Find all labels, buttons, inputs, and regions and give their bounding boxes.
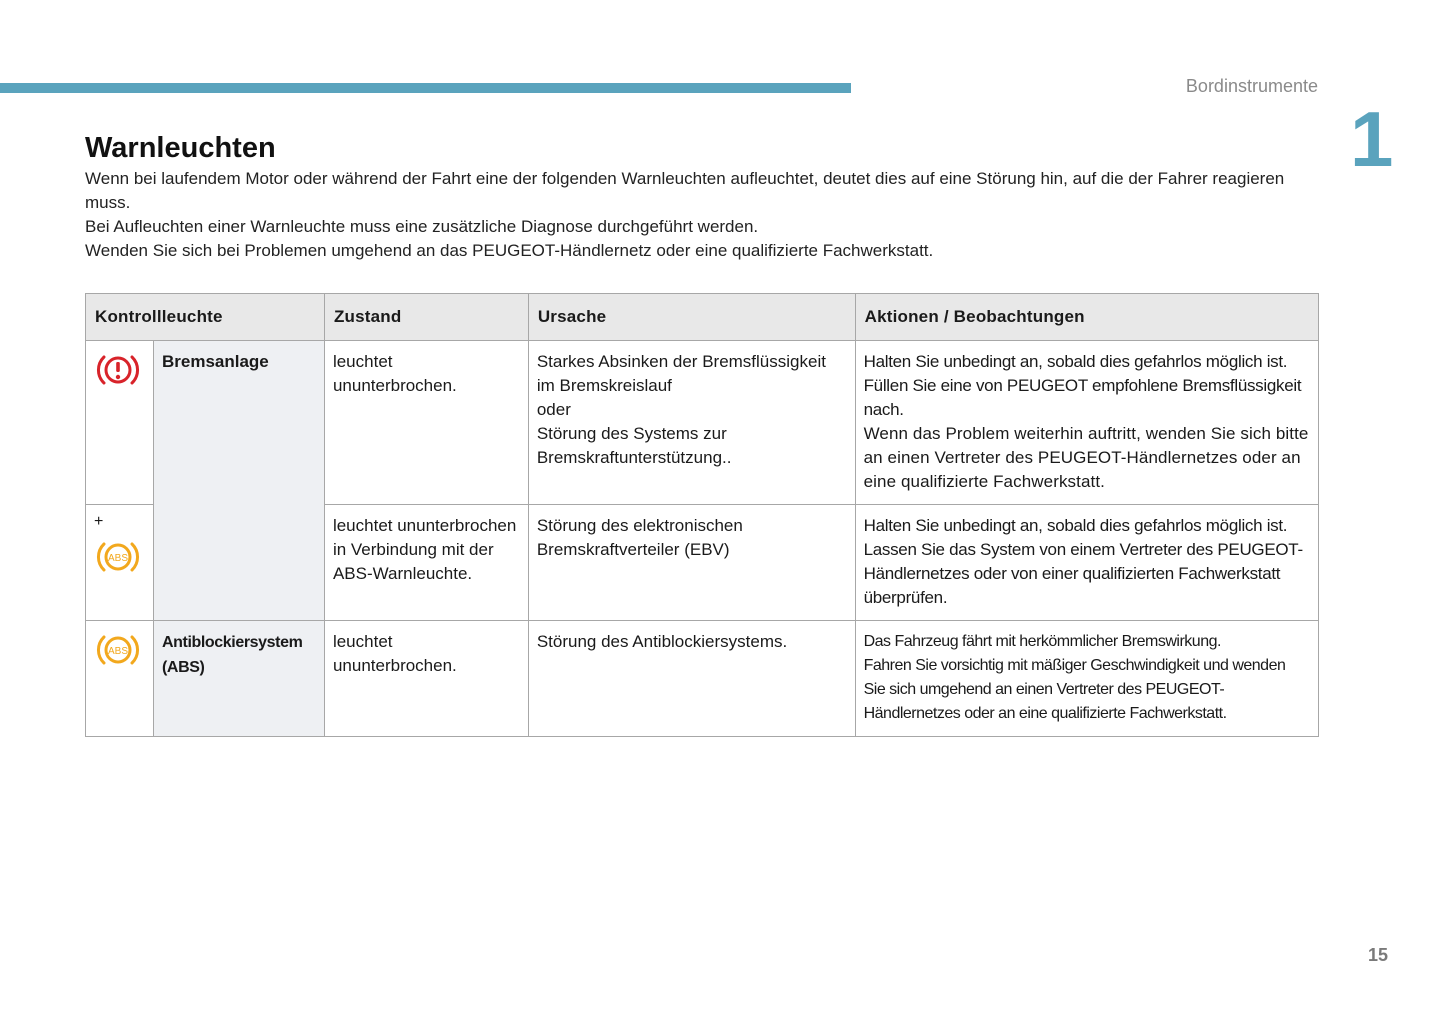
page-number: 15 — [1368, 945, 1389, 965]
icon-cell — [86, 621, 154, 737]
aktionen-cell — [855, 341, 1318, 505]
ursache-line: Störung des Systems zur Bremskraftunterstützung.. — [536, 424, 732, 467]
table-row — [86, 621, 1319, 737]
zustand-cell: leuchtet ununterbrochen in Verbindung mit der ABS-Warnleuchte. — [324, 505, 528, 621]
aktionen-line: Das Fahrzeug fährt mit herkömmlicher Bremswirkung. — [863, 633, 1221, 650]
column-header-aktionen: Aktionen / Beobachtungen — [855, 294, 1318, 341]
ursache-line: Starkes Absinken der Bremsflüssigkeit im Bremskreislauf — [536, 352, 826, 395]
aktionen-line: Füllen Sie eine von PEUGEOT empfohlene Bremsflüssigkeit nach. — [863, 376, 1302, 419]
lamp-name-abs: Antiblockiersystem (ABS) — [161, 634, 303, 676]
column-header-kontrollleuchte: Kontrollleuchte — [86, 294, 325, 341]
table-header-row — [86, 294, 1319, 341]
ursache-cell: Störung des elektronischen Bremskraftverteiler (EBV) — [528, 505, 855, 621]
aktionen-line: Fahren Sie vorsichtig mit mäßiger Geschwindigkeit und wenden Sie sich umgehend an einen Vertreter des PEUGEOT-Händlernetzes oder an eine qualifizierte Fachwerkstatt. — [863, 657, 1286, 722]
aktionen-cell — [855, 505, 1318, 621]
lamp-name-cell — [153, 621, 324, 737]
abs-warning-icon — [94, 630, 142, 670]
plus-sign: + — [94, 513, 104, 530]
chapter-number: 1 — [1350, 95, 1394, 183]
zustand-cell: leuchtet ununterbrochen. — [324, 341, 528, 505]
intro-text — [85, 167, 1320, 263]
icon-cell — [86, 341, 154, 505]
aktionen-line: Lassen Sie das System von einem Vertreter des PEUGEOT-Händlernetzes oder von einer qualifizierten Fachwerkstatt überprüfen. — [863, 540, 1303, 607]
lamp-name-brake: Bremsanlage — [161, 352, 269, 371]
abs-icon-label: ABS — [107, 646, 129, 657]
intro-paragraph: Wenden Sie sich bei Problemen umgehend an das PEUGEOT-Händlernetz oder eine qualifizierte Fachwerkstatt. — [85, 241, 934, 260]
warning-lights-table — [85, 293, 1319, 737]
zustand-cell: leuchtet ununterbrochen. — [324, 621, 528, 737]
page-title: Warnleuchten — [85, 132, 276, 164]
abs-warning-icon — [94, 537, 142, 577]
aktionen-line: Wenn das Problem weiterhin auftritt, wenden Sie sich bitte an einen Vertreter des PEUGEOT-Händlernetzes oder an eine qualifizierte Fachwerkstatt. — [863, 424, 1309, 491]
brake-warning-icon — [94, 350, 142, 390]
aktionen-line: Halten Sie unbedingt an, sobald dies gefahrlos möglich ist. — [863, 352, 1288, 371]
lamp-name-cell — [153, 341, 324, 621]
section-label: Bordinstrumente — [1185, 76, 1318, 96]
aktionen-line: Halten Sie unbedingt an, sobald dies gefahrlos möglich ist. — [863, 516, 1288, 535]
intro-paragraph: Wenn bei laufendem Motor oder während der Fahrt eine der folgenden Warnleuchten aufleuchtet, deutet dies auf eine Störung hin, auf die der Fahrer reagieren muss. — [85, 169, 1285, 212]
icon-cell — [86, 505, 154, 621]
table-row — [86, 341, 1319, 505]
column-header-ursache: Ursache — [528, 294, 855, 341]
ursache-cell: Störung des Antiblockiersystems. — [528, 621, 855, 737]
aktionen-cell — [855, 621, 1318, 737]
intro-paragraph: Bei Aufleuchten einer Warnleuchte muss eine zusätzliche Diagnose durchgeführt werden. — [85, 217, 759, 236]
column-header-zustand: Zustand — [324, 294, 528, 341]
abs-icon-label: ABS — [107, 553, 129, 564]
ursache-cell — [528, 341, 855, 505]
header-accent-bar — [0, 83, 851, 93]
ursache-line: oder — [536, 400, 571, 419]
